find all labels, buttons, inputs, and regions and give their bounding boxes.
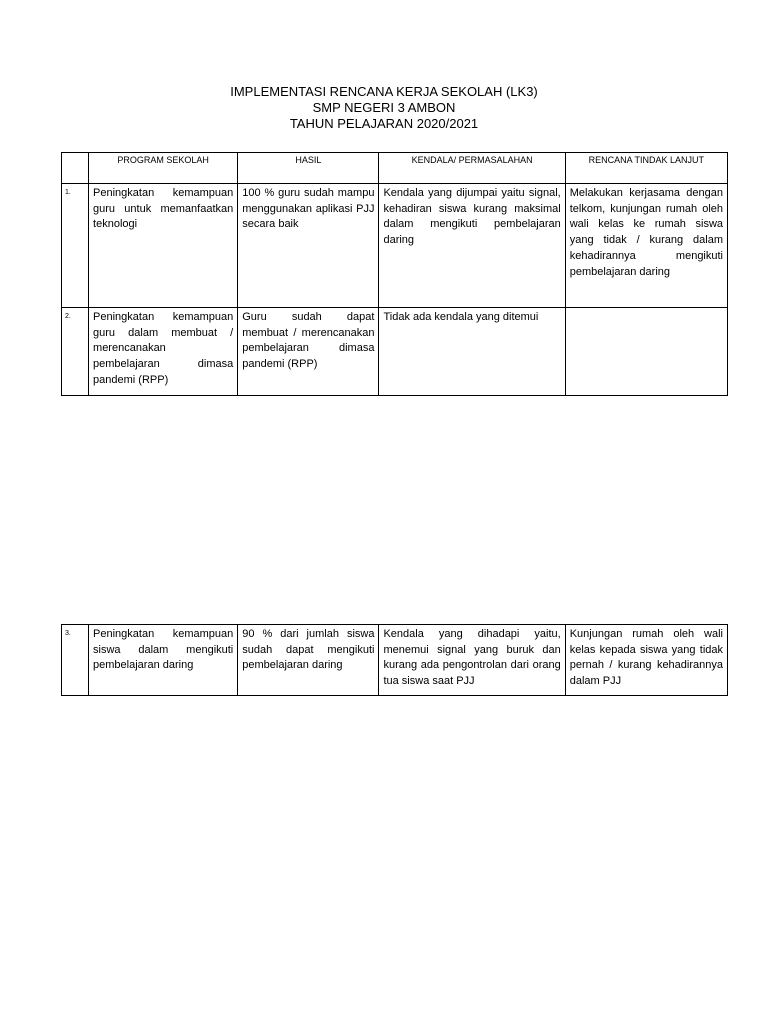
subtitle-year: TAHUN PELAJARAN 2020/2021	[289, 116, 479, 131]
header-no	[62, 153, 89, 184]
kendala-cell: Tidak ada kendala yang ditemui	[379, 308, 565, 396]
row-number: 2.	[62, 308, 89, 396]
rencana-cell: Melakukan kerjasama dengan telkom, kunjungan rumah oleh wali kelas ke rumah siswa yang tidak / kurang dalam kehadirannya mengikuti pembelajaran daring	[565, 184, 727, 308]
header-kendala: KENDALA/ PERMASALAHAN	[379, 153, 565, 184]
kendala-cell: Kendala yang dijumpai yaitu signal, kehadiran siswa kurang maksimal dalam mengikuti pembelajaran daring	[379, 184, 565, 308]
header-rencana: RENCANA TINDAK LANJUT	[565, 153, 727, 184]
hasil-cell: Guru sudah dapat membuat / merencanakan pembelajaran dimasa pandemi (RPP)	[238, 308, 379, 396]
program-cell: Peningkatan kemampuan guru dalam membuat / merencanakan pembelajaran dimasa pandemi (RPP)	[89, 308, 238, 396]
table-row	[62, 625, 728, 696]
document-title	[0, 84, 768, 132]
rks-table-continued	[61, 624, 728, 696]
table-row	[62, 308, 728, 396]
hasil-cell: 90 % dari jumlah siswa sudah dapat mengikuti pembelajaran daring	[238, 625, 379, 696]
hasil-cell: 100 % guru sudah mampu menggunakan aplikasi PJJ secara baik	[238, 184, 379, 308]
row-number: 1.	[62, 184, 89, 308]
rencana-cell: Kunjungan rumah oleh wali kelas kepada siswa yang tidak pernah / kurang kehadirannya dalam PJJ	[565, 625, 727, 696]
header-program: PROGRAM SEKOLAH	[89, 153, 238, 184]
program-cell: Peningkatan kemampuan guru untuk memanfaatkan teknologi	[89, 184, 238, 308]
program-cell: Peningkatan kemampuan siswa dalam mengikuti pembelajaran daring	[89, 625, 238, 696]
rencana-cell	[565, 308, 727, 396]
subtitle-school: SMP NEGERI 3 AMBON	[312, 100, 456, 115]
kendala-cell: Kendala yang dihadapi yaitu, menemui signal yang buruk dan kurang ada pengontrolan dari orang tua siswa saat PJJ	[379, 625, 565, 696]
row-number: 3.	[62, 625, 89, 696]
table-header-row	[62, 153, 728, 184]
title-line: IMPLEMENTASI RENCANA KERJA SEKOLAH (LK3)	[230, 84, 538, 99]
header-hasil: HASIL	[238, 153, 379, 184]
rks-table	[61, 152, 728, 396]
table-row	[62, 184, 728, 308]
